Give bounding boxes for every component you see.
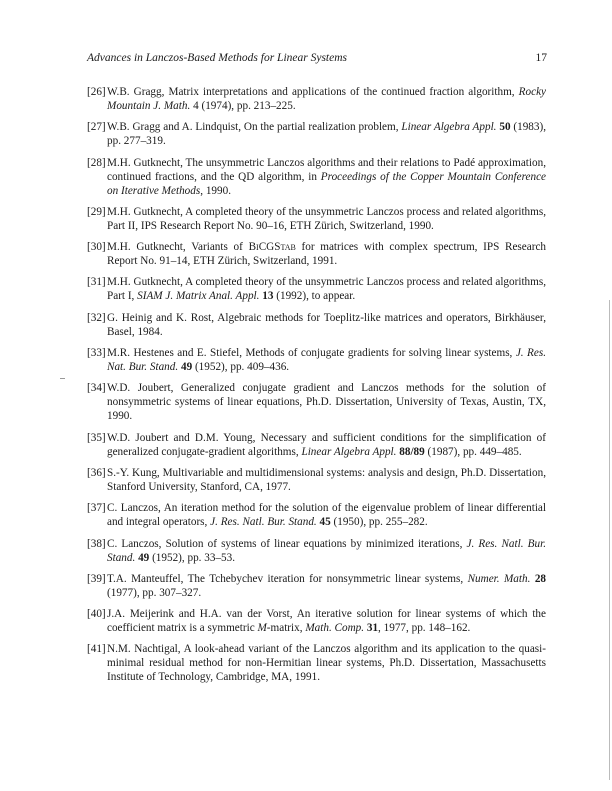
- reference-text: G. Heinig and K. Rost, Algebraic methods for Toeplitz-like matrices and operators, Birkhäuser, Basel, 1984.: [107, 311, 546, 338]
- reference-volume: 50: [499, 121, 511, 134]
- reference-text: C. Lanczos, Solution of systems of linear equations by minimized iterations,: [107, 537, 467, 550]
- scan-mark: [60, 378, 65, 379]
- reference-label: [32]: [87, 311, 106, 324]
- reference-label: [30]: [87, 241, 106, 254]
- reference-text: M.R. Hestenes and E. Stiefel, Methods of conjugate gradients for solving linear systems,: [107, 347, 516, 360]
- page-number: 17: [535, 52, 547, 64]
- reference-text: , 1977, pp. 148–162.: [378, 622, 471, 635]
- reference-label: [41]: [87, 643, 106, 656]
- reference-text: T.A. Manteuffel, The Tchebychev iteration for nonsymmetric linear systems,: [107, 572, 468, 585]
- reference-entry: [87, 501, 546, 529]
- reference-text: (1977), pp. 307–327.: [107, 586, 202, 599]
- reference-entry: [87, 240, 546, 268]
- reference-volume: 13: [262, 290, 274, 303]
- reference-label: [37]: [87, 502, 106, 515]
- reference-italic-text: Numer. Math.: [467, 572, 531, 585]
- reference-label: [34]: [87, 382, 106, 395]
- reference-italic-text: J. Res. Nat. Bur. Stand.: [107, 347, 546, 374]
- reference-text: M.H. Gutknecht, Variants of: [107, 241, 249, 254]
- running-header: [87, 52, 547, 64]
- reference-text: M.H. Gutknecht, A completed theory of the unsymmetric Lanczos process and related algorithms, Part I,: [107, 276, 546, 303]
- reference-label: [27]: [87, 121, 106, 134]
- reference-entry: [87, 607, 546, 635]
- reference-entry: [87, 85, 546, 113]
- reference-entry: [87, 381, 546, 423]
- reference-italic-text: Linear Algebra Appl.: [401, 121, 497, 134]
- reference-label: [35]: [87, 431, 106, 444]
- reference-entry: [87, 431, 546, 459]
- reference-entry: [87, 466, 546, 494]
- reference-text: , 1990.: [200, 184, 231, 197]
- reference-label: [40]: [87, 608, 106, 621]
- reference-label: [33]: [87, 347, 106, 360]
- reference-label: [28]: [87, 156, 106, 169]
- reference-label: [38]: [87, 537, 106, 550]
- reference-text: W.B. Gragg and A. Lindquist, On the partial realization problem,: [107, 121, 402, 134]
- reference-text: W.D. Joubert, Generalized conjugate gradient and Lanczos methods for the solution of nonsymmetric systems of linear equations, Ph.D. Dissertation, University of Texas, Austin, TX, 1990.: [107, 382, 546, 423]
- reference-italic-text: M: [257, 622, 267, 635]
- reference-italic-text: SIAM J. Matrix Anal. Appl.: [137, 290, 260, 303]
- reference-italic-text: Proceedings of the Copper Mountain Conference on Iterative Methods: [107, 170, 546, 197]
- reference-text: (1952), pp. 409–436.: [192, 361, 290, 374]
- reference-volume: 28: [534, 572, 547, 585]
- reference-text: (1950), pp. 255–282.: [330, 516, 428, 529]
- reference-text: S.-Y. Kung, Multivariable and multidimensional systems: analysis and design, Ph.D. Dissertation, Stanford University, Stanford, CA, 1977.: [107, 466, 546, 493]
- reference-text: M.H. Gutknecht, The unsymmetric Lanczos algorithms and their relations to Padé approximation, continued fractions, and the QD algorithm, in: [107, 156, 546, 183]
- reference-volume: 88/89: [399, 445, 425, 458]
- reference-list: [87, 85, 546, 692]
- reference-label: [39]: [87, 572, 106, 585]
- reference-text: W.B. Gragg, Matrix interpretations and applications of the continued fraction algorithm,: [107, 86, 519, 98]
- reference-text: (1983), pp. 277–319.: [107, 121, 547, 148]
- reference-text: C. Lanczos, An iteration method for the solution of the eigenvalue problem of linear differential and integral operators,: [107, 502, 546, 529]
- reference-entry: [87, 120, 546, 148]
- reference-italic-text: Rocky Mountain J. Math.: [107, 86, 546, 112]
- reference-text: BiCGStab: [248, 241, 296, 254]
- reference-italic-text: J. Res. Natl. Bur. Stand.: [107, 537, 546, 564]
- reference-text: N.M. Nachtigal, A look-ahead variant of the Lanczos algorithm and its application to the quasi-minimal residual method for non-Hermitian linear systems, Ph.D. Dissertation, Massachusetts Institute of Technology, Cambridge, MA, 1991.: [107, 643, 546, 684]
- reference-italic-text: Math. Comp.: [305, 622, 365, 635]
- reference-entry: [87, 537, 546, 565]
- reference-text: (1952), pp. 33–53.: [149, 551, 236, 564]
- reference-label: [26]: [87, 86, 106, 98]
- reference-text: M.H. Gutknecht, A completed theory of the unsymmetric Lanczos process and related algorithms, Part II, IPS Research Report No. 90–16, ETH Zürich, Switzerland, 1990.: [107, 205, 546, 232]
- reference-text: W.D. Joubert and D.M. Young, Necessary and sufficient conditions for the simplification of generalized conjugate-gradient algorithms,: [107, 431, 546, 458]
- reference-label: [36]: [87, 466, 106, 479]
- reference-entry: [87, 311, 546, 339]
- reference-volume: 49: [180, 361, 193, 374]
- reference-entry: [87, 275, 546, 303]
- reference-entry: [87, 205, 546, 233]
- reference-text: for matrices with complex spectrum, IPS Research Report No. 91–14, ETH Zürich, Switzerland, 1991.: [107, 241, 547, 268]
- reference-entry: [87, 572, 546, 600]
- reference-entry: [87, 156, 546, 198]
- reference-italic-text: Linear Algebra Appl.: [301, 445, 397, 458]
- running-title: Advances in Lanczos-Based Methods for Linear Systems: [87, 52, 347, 64]
- reference-entry: [87, 642, 546, 684]
- reference-volume: 31: [366, 622, 379, 635]
- reference-italic-text: J. Res. Natl. Bur. Stand.: [210, 516, 317, 529]
- reference-label: [29]: [87, 205, 106, 218]
- page-edge-line: [609, 300, 610, 780]
- reference-text: (1987), pp. 449–485.: [424, 445, 522, 458]
- reference-text: (1992), to appear.: [273, 290, 356, 303]
- reference-entry: [87, 346, 546, 374]
- reference-text: 4 (1974), pp. 213–225.: [190, 100, 296, 112]
- reference-label: [31]: [87, 276, 106, 289]
- reference-volume: 45: [319, 516, 331, 529]
- reference-volume: 49: [138, 551, 150, 564]
- reference-text: -matrix,: [266, 622, 306, 635]
- reference-text: J.A. Meijerink and H.A. van der Vorst, An iterative solution for linear systems of which the coefficient matrix is a symmetric: [107, 608, 546, 635]
